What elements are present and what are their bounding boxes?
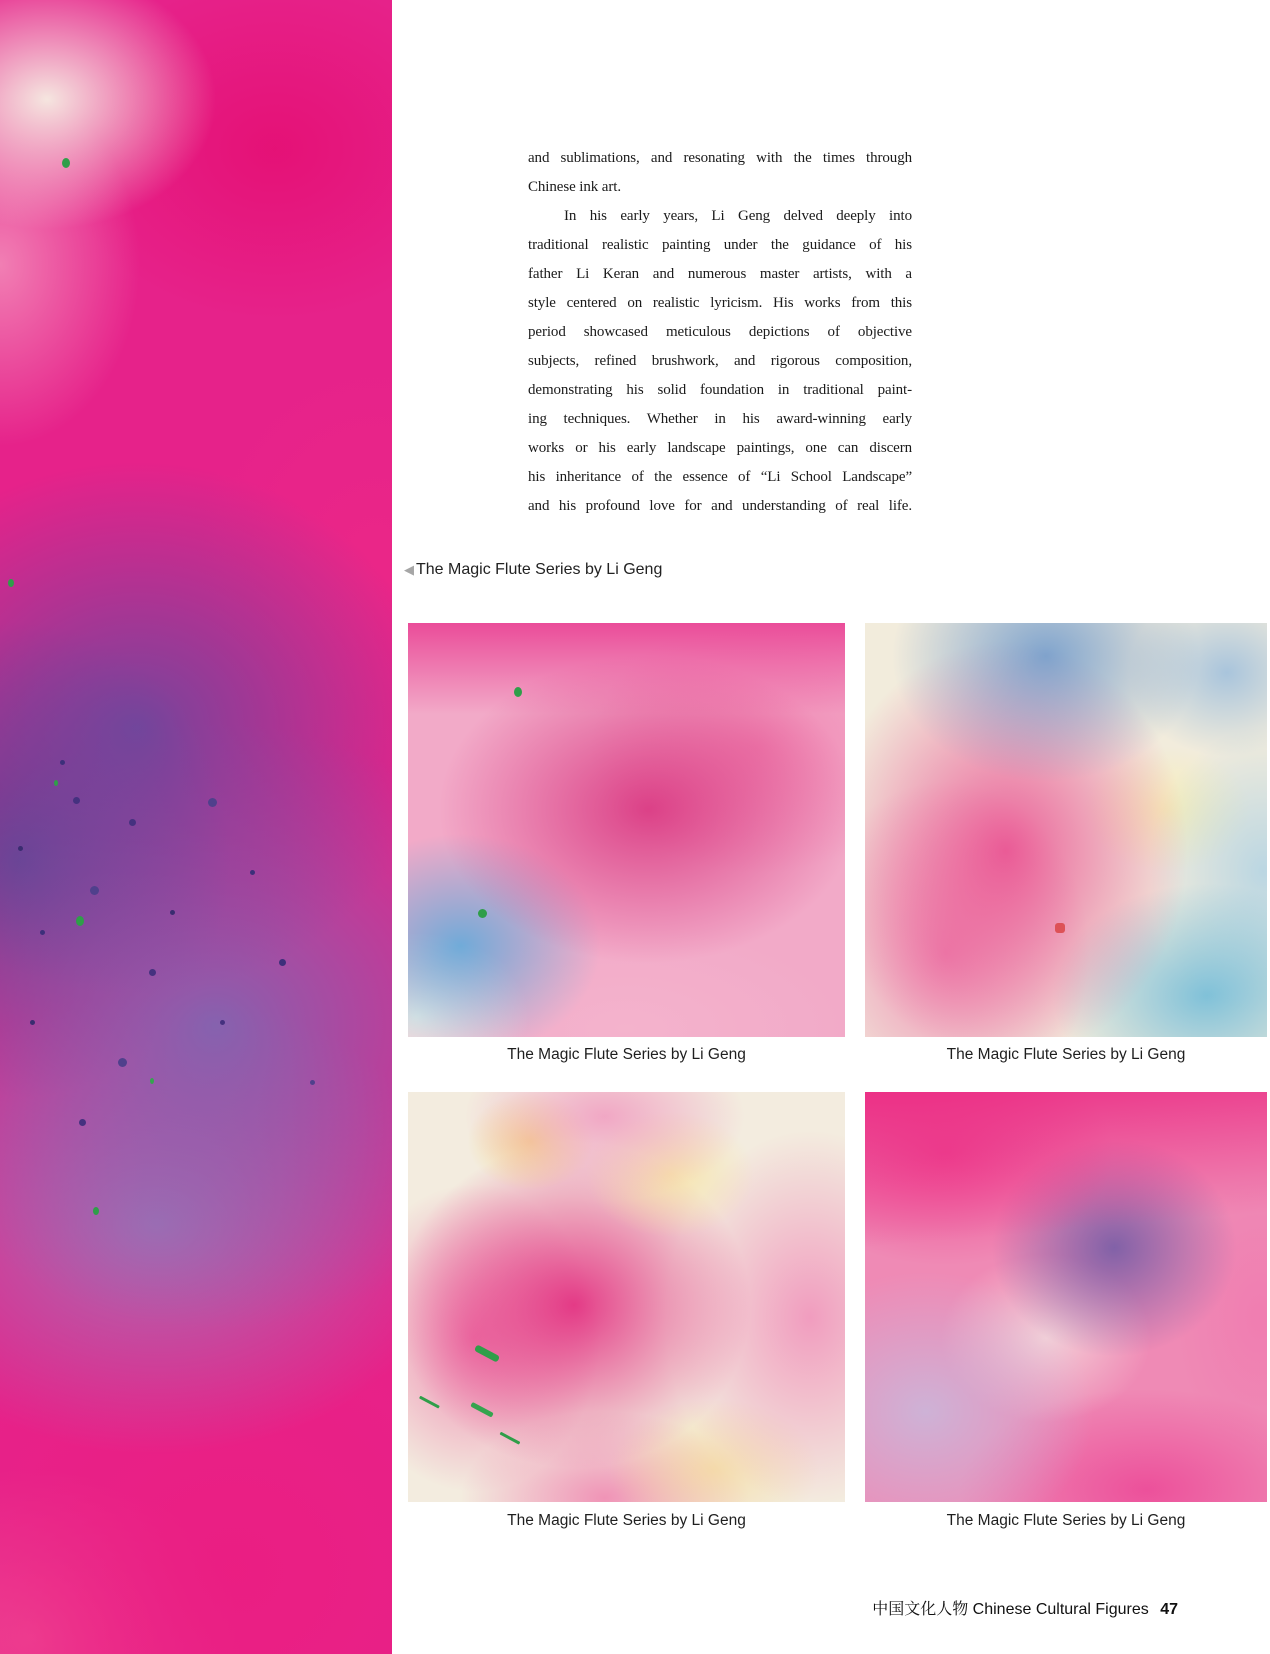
text-line: ing techniques. Whether in his award-winning early: [528, 411, 912, 427]
text-line: traditional realistic painting under the guidance of his: [528, 237, 912, 253]
green-speck-decor: [478, 909, 487, 918]
green-speck-decor: [514, 687, 522, 697]
article-text: [528, 144, 912, 521]
side-caption-label: The Magic Flute Series by Li Geng: [416, 561, 663, 578]
artwork-figure-4: [865, 1092, 1267, 1502]
text-line: Chinese ink art.: [528, 179, 621, 195]
left-triangle-icon: ◀: [404, 562, 414, 577]
text-line: subjects, refined brushwork, and rigorous composition,: [528, 353, 912, 369]
text-line: his inheritance of the essence of “Li School Landscape”: [528, 469, 912, 485]
text-line: demonstrating his solid foundation in traditional paint-: [528, 382, 912, 398]
text-line: father Li Keran and numerous master artists, with a: [528, 266, 912, 282]
green-speck-decor: [62, 158, 70, 168]
page-footer: [872, 1596, 1178, 1619]
text-line: style centered on realistic lyricism. His works from this: [528, 295, 912, 311]
artwork-caption-1: The Magic Flute Series by Li Geng: [507, 1046, 746, 1063]
page-number: 47: [1160, 1601, 1178, 1618]
footer-title-en: Chinese Cultural Figures: [972, 1601, 1149, 1618]
side-artwork-caption: [404, 561, 662, 579]
artwork-caption-4: The Magic Flute Series by Li Geng: [946, 1512, 1186, 1529]
footer-title-zh: 中国文化人物: [872, 1601, 969, 1618]
green-stroke-decor: [474, 1344, 500, 1362]
text-line: period showcased meticulous depictions of objective: [528, 324, 912, 340]
text-line: In his early years, Li Geng delved deeply into: [564, 208, 912, 224]
paint-splatter-decor: [60, 760, 65, 765]
text-line: works or his early landscape paintings, one can discern: [528, 440, 912, 456]
text-line: and his profound love for and understanding of real life.: [528, 498, 912, 514]
paragraph: [528, 144, 912, 202]
left-artwork-painting: [0, 0, 392, 1654]
paragraph: [528, 202, 912, 521]
text-line: and sublimations, and resonating with the times through: [528, 150, 912, 166]
artwork-caption-3: The Magic Flute Series by Li Geng: [507, 1512, 746, 1529]
artwork-figure-3: [408, 1092, 845, 1502]
red-seal-decor: [1055, 923, 1065, 933]
artwork-figure-2: [865, 623, 1267, 1037]
artwork-caption-2: The Magic Flute Series by Li Geng: [946, 1046, 1186, 1063]
artwork-figure-1: [408, 623, 845, 1037]
